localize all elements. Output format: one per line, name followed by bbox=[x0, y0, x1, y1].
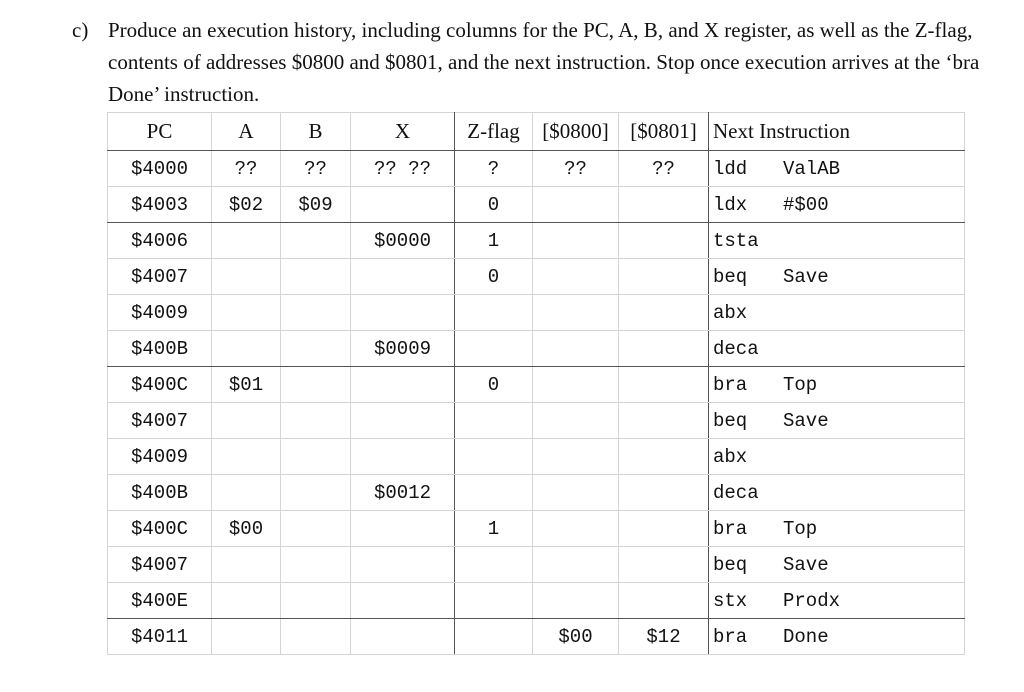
mem-0801-cell bbox=[619, 547, 709, 583]
execution-history-table bbox=[107, 112, 965, 655]
mem-0800-cell bbox=[533, 547, 619, 583]
table-row bbox=[108, 403, 965, 439]
b-cell bbox=[281, 331, 351, 367]
x-cell: $0009 bbox=[351, 331, 455, 367]
zflag-cell: 1 bbox=[455, 223, 533, 259]
x-cell: $0012 bbox=[351, 475, 455, 511]
mem-0801-cell bbox=[619, 511, 709, 547]
b-cell bbox=[281, 583, 351, 619]
instruction-opcode: tsta bbox=[713, 229, 759, 252]
instruction-operand: #$00 bbox=[783, 193, 829, 216]
x-cell bbox=[351, 619, 455, 655]
b-cell bbox=[281, 547, 351, 583]
pc-cell: $4011 bbox=[108, 619, 212, 655]
mem-0801-cell bbox=[619, 367, 709, 403]
instruction-operand: Top bbox=[783, 373, 818, 396]
header-zflag: Z-flag bbox=[455, 113, 533, 151]
mem-0800-cell: $00 bbox=[533, 619, 619, 655]
b-cell bbox=[281, 475, 351, 511]
mem-0800-cell: ?? bbox=[533, 151, 619, 187]
b-cell: $09 bbox=[281, 187, 351, 223]
pc-cell: $400B bbox=[108, 331, 212, 367]
mem-0801-cell bbox=[619, 331, 709, 367]
header-mem-0800: [$0800] bbox=[533, 113, 619, 151]
instruction-operand: Done bbox=[783, 625, 829, 648]
next-instruction-cell bbox=[709, 223, 965, 259]
b-cell bbox=[281, 295, 351, 331]
next-instruction-cell bbox=[709, 403, 965, 439]
b-cell bbox=[281, 259, 351, 295]
zflag-cell: 0 bbox=[455, 259, 533, 295]
zflag-cell bbox=[455, 439, 533, 475]
instruction-opcode: abx bbox=[713, 301, 748, 324]
pc-cell: $400C bbox=[108, 367, 212, 403]
x-cell bbox=[351, 259, 455, 295]
mem-0801-cell bbox=[619, 259, 709, 295]
pc-cell: $4006 bbox=[108, 223, 212, 259]
instruction-opcode: bra bbox=[713, 625, 748, 648]
b-cell bbox=[281, 403, 351, 439]
a-cell: $01 bbox=[212, 367, 281, 403]
mem-0801-cell: $12 bbox=[619, 619, 709, 655]
x-cell bbox=[351, 367, 455, 403]
next-instruction-cell bbox=[709, 331, 965, 367]
a-cell: ?? bbox=[212, 151, 281, 187]
mem-0800-cell bbox=[533, 331, 619, 367]
mem-0801-cell bbox=[619, 583, 709, 619]
instruction-opcode: beq bbox=[713, 265, 748, 288]
next-instruction-cell bbox=[709, 295, 965, 331]
table-row bbox=[108, 331, 965, 367]
pc-cell: $4003 bbox=[108, 187, 212, 223]
pc-cell: $400E bbox=[108, 583, 212, 619]
pc-cell: $4009 bbox=[108, 439, 212, 475]
zflag-cell bbox=[455, 331, 533, 367]
table-row bbox=[108, 151, 965, 187]
header-row bbox=[108, 113, 965, 151]
x-cell bbox=[351, 295, 455, 331]
a-cell bbox=[212, 475, 281, 511]
zflag-cell bbox=[455, 475, 533, 511]
instruction-operand: ValAB bbox=[783, 157, 841, 180]
instruction-operand: Prodx bbox=[783, 589, 841, 612]
b-cell bbox=[281, 367, 351, 403]
mem-0801-cell bbox=[619, 223, 709, 259]
instruction-opcode: beq bbox=[713, 409, 748, 432]
table-row bbox=[108, 259, 965, 295]
table-row bbox=[108, 583, 965, 619]
mem-0801-cell bbox=[619, 187, 709, 223]
table-row bbox=[108, 511, 965, 547]
instruction-opcode: bra bbox=[713, 517, 748, 540]
header-mem-0801: [$0801] bbox=[619, 113, 709, 151]
question-label: c) bbox=[72, 18, 89, 42]
pc-cell: $4007 bbox=[108, 403, 212, 439]
next-instruction-cell bbox=[709, 511, 965, 547]
question-text: Produce an execution history, including columns for the PC, A, B, and X register, as well as the Z-flag, contents of addresses $0800 and $0801, and the next instruction. Stop once execution arrives at the ‘bra Done’ instruction. bbox=[108, 18, 980, 106]
a-cell bbox=[212, 295, 281, 331]
pc-cell: $400C bbox=[108, 511, 212, 547]
x-cell bbox=[351, 547, 455, 583]
header-x: X bbox=[351, 113, 455, 151]
a-cell: $00 bbox=[212, 511, 281, 547]
header-a: A bbox=[212, 113, 281, 151]
zflag-cell bbox=[455, 295, 533, 331]
pc-cell: $4009 bbox=[108, 295, 212, 331]
instruction-opcode: deca bbox=[713, 337, 759, 360]
b-cell bbox=[281, 439, 351, 475]
header-next-instruction: Next Instruction bbox=[709, 113, 965, 151]
x-cell: $0000 bbox=[351, 223, 455, 259]
next-instruction-cell bbox=[709, 367, 965, 403]
pc-cell: $400B bbox=[108, 475, 212, 511]
mem-0800-cell bbox=[533, 223, 619, 259]
table-row bbox=[108, 295, 965, 331]
zflag-cell: 0 bbox=[455, 187, 533, 223]
pc-cell: $4007 bbox=[108, 547, 212, 583]
b-cell bbox=[281, 511, 351, 547]
zflag-cell bbox=[455, 619, 533, 655]
x-cell bbox=[351, 403, 455, 439]
a-cell bbox=[212, 403, 281, 439]
mem-0801-cell bbox=[619, 295, 709, 331]
a-cell: $02 bbox=[212, 187, 281, 223]
a-cell bbox=[212, 547, 281, 583]
mem-0800-cell bbox=[533, 259, 619, 295]
instruction-opcode: stx bbox=[713, 589, 748, 612]
a-cell bbox=[212, 331, 281, 367]
instruction-opcode: bra bbox=[713, 373, 748, 396]
mem-0801-cell bbox=[619, 439, 709, 475]
b-cell: ?? bbox=[281, 151, 351, 187]
next-instruction-cell bbox=[709, 583, 965, 619]
a-cell bbox=[212, 223, 281, 259]
next-instruction-cell bbox=[709, 151, 965, 187]
table-row bbox=[108, 547, 965, 583]
zflag-cell: 1 bbox=[455, 511, 533, 547]
mem-0800-cell bbox=[533, 295, 619, 331]
x-cell bbox=[351, 439, 455, 475]
next-instruction-cell bbox=[709, 619, 965, 655]
mem-0800-cell bbox=[533, 187, 619, 223]
mem-0800-cell bbox=[533, 367, 619, 403]
mem-0801-cell bbox=[619, 403, 709, 439]
zflag-cell bbox=[455, 547, 533, 583]
x-cell bbox=[351, 583, 455, 619]
b-cell bbox=[281, 223, 351, 259]
table-row bbox=[108, 367, 965, 403]
a-cell bbox=[212, 619, 281, 655]
instruction-opcode: ldx bbox=[713, 193, 748, 216]
header-b: B bbox=[281, 113, 351, 151]
mem-0800-cell bbox=[533, 475, 619, 511]
instruction-operand: Top bbox=[783, 517, 818, 540]
instruction-operand: Save bbox=[783, 409, 829, 432]
mem-0801-cell bbox=[619, 475, 709, 511]
x-cell bbox=[351, 187, 455, 223]
table-row bbox=[108, 187, 965, 223]
x-cell: ?? ?? bbox=[351, 151, 455, 187]
zflag-cell bbox=[455, 403, 533, 439]
zflag-cell: 0 bbox=[455, 367, 533, 403]
b-cell bbox=[281, 619, 351, 655]
a-cell bbox=[212, 259, 281, 295]
mem-0800-cell bbox=[533, 439, 619, 475]
instruction-opcode: abx bbox=[713, 445, 748, 468]
next-instruction-cell bbox=[709, 187, 965, 223]
pc-cell: $4007 bbox=[108, 259, 212, 295]
table-row bbox=[108, 475, 965, 511]
instruction-operand: Save bbox=[783, 265, 829, 288]
pc-cell: $4000 bbox=[108, 151, 212, 187]
a-cell bbox=[212, 583, 281, 619]
mem-0801-cell: ?? bbox=[619, 151, 709, 187]
instruction-operand: Save bbox=[783, 553, 829, 576]
table-row bbox=[108, 223, 965, 259]
instruction-opcode: ldd bbox=[713, 157, 748, 180]
next-instruction-cell bbox=[709, 259, 965, 295]
mem-0800-cell bbox=[533, 511, 619, 547]
table-row bbox=[108, 439, 965, 475]
question-block bbox=[72, 14, 1002, 110]
table-row bbox=[108, 619, 965, 655]
next-instruction-cell bbox=[709, 475, 965, 511]
zflag-cell bbox=[455, 583, 533, 619]
mem-0800-cell bbox=[533, 583, 619, 619]
a-cell bbox=[212, 439, 281, 475]
next-instruction-cell bbox=[709, 547, 965, 583]
instruction-opcode: deca bbox=[713, 481, 759, 504]
header-pc: PC bbox=[108, 113, 212, 151]
instruction-opcode: beq bbox=[713, 553, 748, 576]
x-cell bbox=[351, 511, 455, 547]
next-instruction-cell bbox=[709, 439, 965, 475]
mem-0800-cell bbox=[533, 403, 619, 439]
zflag-cell: ? bbox=[455, 151, 533, 187]
